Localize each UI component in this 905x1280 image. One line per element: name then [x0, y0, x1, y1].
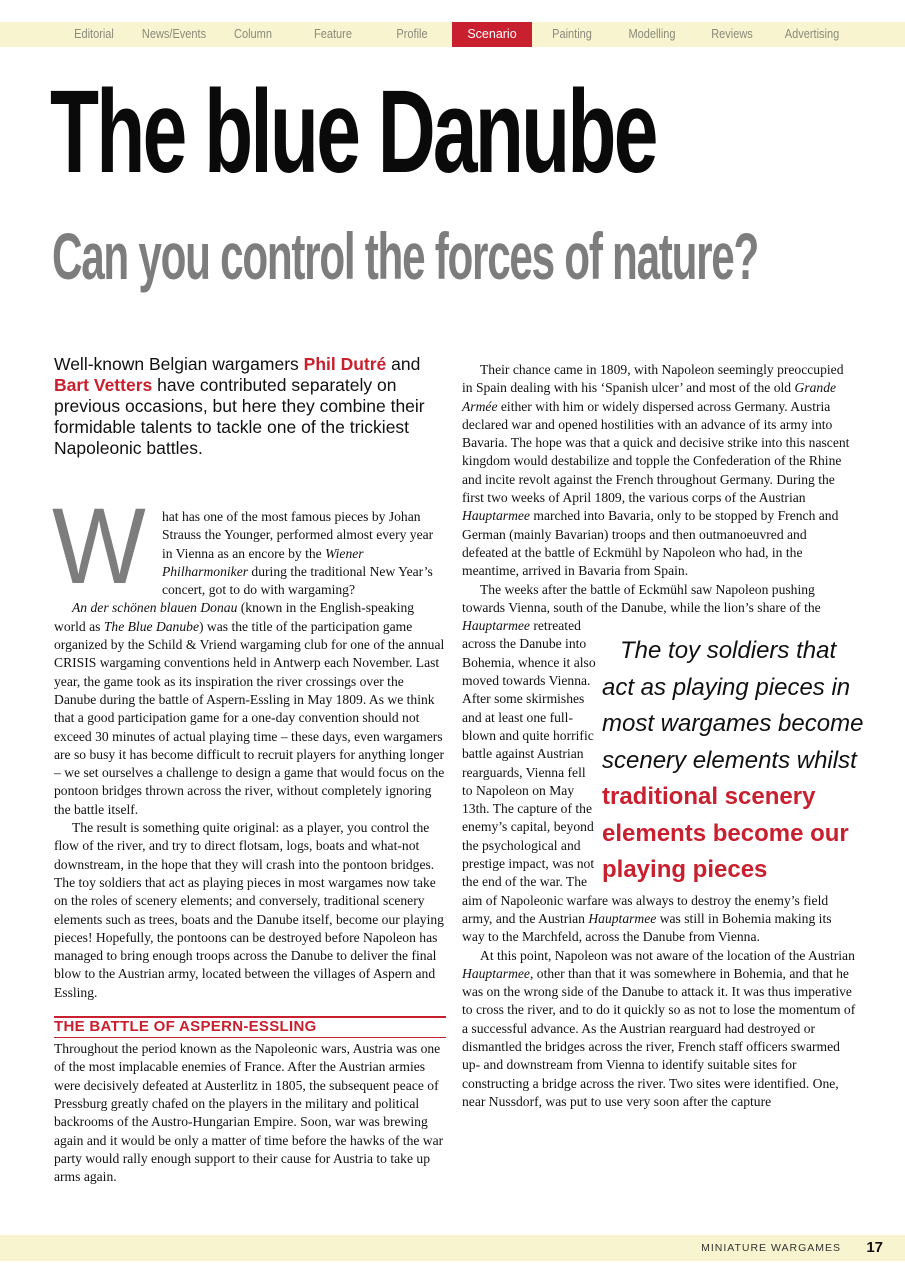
article-standfirst [54, 354, 450, 459]
body-text: (known in the English-speaking world as [54, 600, 415, 634]
body-text: The weeks after the battle of Eckmühl saw Napoleon pushing towards Vienna, south of the Danube, while the lion’s share of the [462, 581, 821, 615]
italic-text: Hauptarmee [462, 508, 530, 524]
body-text: At this point, Napoleon was not aware of the location of the Austrian [480, 947, 855, 963]
article-title: The blue Danube [50, 66, 656, 198]
nav-item-advertising[interactable]: Advertising [784, 27, 840, 41]
standfirst-text: and [386, 354, 421, 374]
body-text: retreated across the Danube into Bohemia, whence it also moved towards Vienna. After some skirmishes and at least one full-blown and quite horrific battle against Austrian rearguards, Vienna fell to Napoleon on May 13th. The capture of the enemy’s capital, beyond the psychological and prestige impact, was not the end of the war. The aim of Napoleonic warfare was always to destroy the enemy’s field army, and the Austrian [462, 618, 829, 926]
body-text: ) was the title of the participation game organized by the Schild & Vriend wargaming club for one of the annual CRISIS wargaming conventions held in Antwerp each November. Last year, the game took as its inspiration the river crossings over the Danube during the battle of Aspern-Essling in May 1809. As we think that a good participation game for a one-day convention should not exceed 30 minutes of actual playing time – these days, even wargamers are so busy it has become difficult to recruit players for anything longer – we set ourselves a challenge to design a game that would focus on the pontoon bridges thrown across the river, without completely ignoring the battle itself. [54, 618, 445, 817]
body-column-left [52, 485, 446, 1186]
article-subtitle: Can you control the forces of nature? [52, 219, 758, 293]
section-nav [0, 22, 905, 47]
body-paragraph: The result is something quite original: as a player, you control the flow of the river, and try to direct flotsam, logs, boats and what-not downstream, in the hope that they will crash into the pontoon bridges. The toy soldiers that act as playing pieces in most wargames now take on the roles of scenery elements; and conversely, traditional scenery elements such as trees, boats and the Danube itself, become our playing pieces! Hopefully, the pontoons can be destroyed before Napoleon has managed to bring enough troops across the Danube to deliver the final blow to the Austrian army, located between the villages of Aspern and Essling. [54, 820, 444, 1000]
pull-quote-text: The toy soldiers that act as playing pieces in most wargames become scenery elements whilst [602, 637, 864, 774]
author-name: Bart Vetters [54, 375, 153, 395]
body-paragraph [54, 599, 446, 819]
body-text: during the traditional New Year’s concert, got to do with wargaming? [161, 563, 433, 598]
body-text: , other than that it was somewhere in Bohemia, and that he was on the wrong side of the Danube to attack it. It was thus imperative to cross the river, and to do it quickly so as not to lose the momentum of a successful advance. As the Austrian rearguard had destroyed or dismantled the bridges across the river, French staff officers swarmed up- and downstream from Vienna to identify suitable sites for constructing a bridge across the river. Two sites were identified. One, near Nussdorf, was put to use very soon after the capture [462, 965, 856, 1109]
section-heading: THE BATTLE OF ASPERN-ESSLING [54, 1016, 446, 1038]
body-text: Their chance came in 1809, with Napoleon seemingly preoccupied in Spain dealing with his ‘Spanish ulcer’ and most of the old [462, 362, 844, 396]
standfirst-text: Well-known Belgian wargamers [54, 354, 304, 374]
nav-item-editorial[interactable]: Editorial [74, 27, 114, 41]
nav-item-reviews[interactable]: Reviews [711, 27, 753, 41]
page-number: 17 [866, 1239, 883, 1256]
page-footer [0, 1235, 905, 1261]
body-text: was still in Bohemia making its way to the Marchfeld, across the Danube from Vienna. [462, 910, 832, 945]
pull-quote [602, 633, 864, 889]
body-text: hat has one of the most famous pieces by Johan Strauss the Younger, performed almost every year in Vienna as an encore by the [161, 509, 434, 561]
body-column-right [462, 361, 864, 1111]
body-paragraph [462, 947, 856, 1112]
body-paragraph [462, 581, 864, 947]
nav-item-feature[interactable]: Feature [314, 27, 352, 41]
italic-text: Grande Armée [462, 380, 837, 414]
italic-text: The Blue Danube [103, 618, 199, 634]
body-paragraph [52, 485, 446, 606]
body-paragraph [462, 361, 856, 581]
italic-text: Hauptarmee [462, 618, 530, 634]
italic-text: An der schönen blauen Donau [72, 600, 238, 616]
body-paragraph: Throughout the period known as the Napoleonic wars, Austria was one of the most implacable enemies of France. After the Austrian armies were decisively defeated at Austerlitz in 1805, the subsequent peace of Pressburg greatly chafed on the players in the military and political backrooms of the Austro-Hungarian Empire. Soon, war was brewing again and it would be only a matter of time before the hawks of the war party would rally enough support to their cause for Austria to take up arms again. [54, 1041, 444, 1185]
italic-text: Wiener Philharmoniker [161, 545, 364, 579]
nav-item-news-events[interactable]: News/Events [141, 27, 207, 41]
magazine-name: MINIATURE WARGAMES [701, 1242, 841, 1254]
nav-item-painting[interactable]: Painting [552, 27, 592, 41]
italic-text: Hauptarmee [588, 910, 657, 926]
author-name: Phil Dutré [303, 354, 387, 374]
body-text: either with him or widely dispersed across Germany. Austria declared war and opened hostilities with an advance of its army into Bavaria. The hope was that a quick and decisive strike into this nascent kingdom would destabilize and topple the Confederation of the Rhine and incite revolt against the French throughout Germany. During the first two weeks of April 1809, the various corps of the Austrian [462, 398, 850, 506]
italic-text: Hauptarmee [462, 965, 530, 981]
pull-quote-highlight: traditional scenery elements become our playing pieces [602, 783, 849, 884]
nav-item-scenario[interactable]: Scenario [452, 22, 532, 47]
body-text: marched into Bavaria, only to be stopped by French and German (mainly Bavarian) troops and then outmanoeuvred and defeated at the battle of Eckmühl by Napoleon who had, in the meantime, arrived in Bavaria from Spain. [462, 508, 839, 579]
nav-item-modelling[interactable]: Modelling [628, 27, 676, 41]
nav-item-profile[interactable]: Profile [396, 27, 428, 41]
drop-cap: W [52, 485, 146, 606]
nav-item-column[interactable]: Column [234, 27, 272, 41]
standfirst-text: have contributed separately on previous occasions, but here they combine their formidable talents to tackle one of the trickiest Napoleonic battles. [54, 375, 425, 458]
